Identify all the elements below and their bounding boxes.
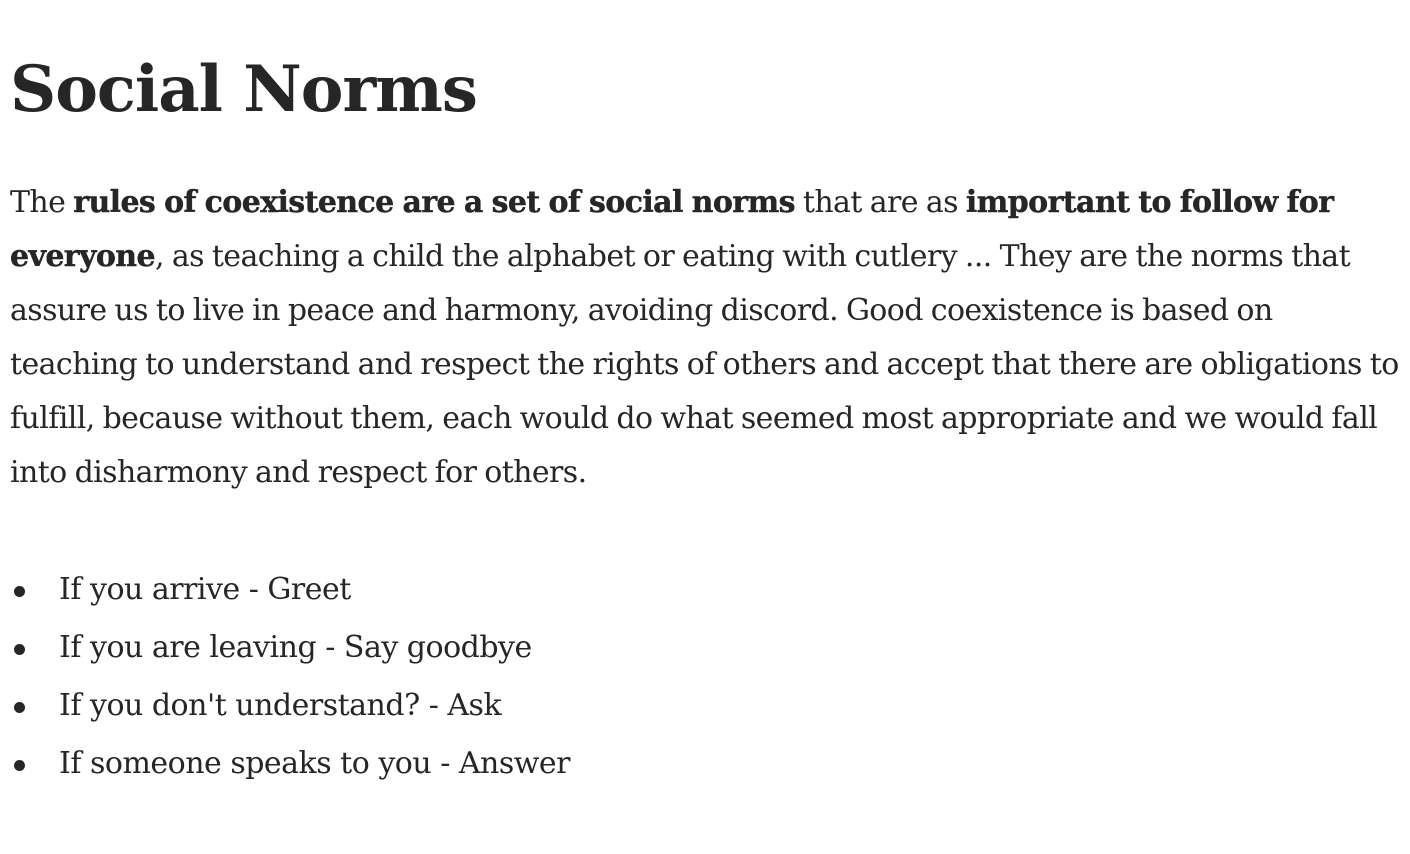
intro-text: , as teaching a child the alphabet or eating with cutlery ... They are the norms that assure us to live in peace and harmony, avoiding discord. Good coexistence is based on teaching to understand and respect the rights of others and accept that there are obligations to fulfill, because without them, each would do what seemed most appropriate and we would fall into disharmony and respect for others. [10, 239, 1399, 490]
list-item-text: If you don't understand? - Ask [59, 688, 502, 723]
list-item-text: If you are leaving - Say goodbye [59, 630, 532, 665]
intro-text: The [10, 185, 74, 220]
page-title: Social Norms [10, 52, 477, 127]
list-item-text: If someone speaks to you - Answer [59, 746, 571, 781]
bullet-icon [14, 760, 25, 771]
bullet-icon [14, 586, 25, 597]
list-item-text: If you arrive - Greet [59, 572, 351, 607]
rules-list [10, 560, 1400, 808]
intro-emphasis-rules: rules of coexistence are a set of social norms [73, 185, 795, 220]
bullet-icon [14, 702, 25, 713]
intro-paragraph [10, 176, 1400, 500]
list-item [10, 734, 1400, 808]
intro-text: that are as [794, 185, 966, 220]
bullet-icon [14, 644, 25, 655]
intro-emphasis-important: important to follow for everyone [10, 185, 1334, 274]
